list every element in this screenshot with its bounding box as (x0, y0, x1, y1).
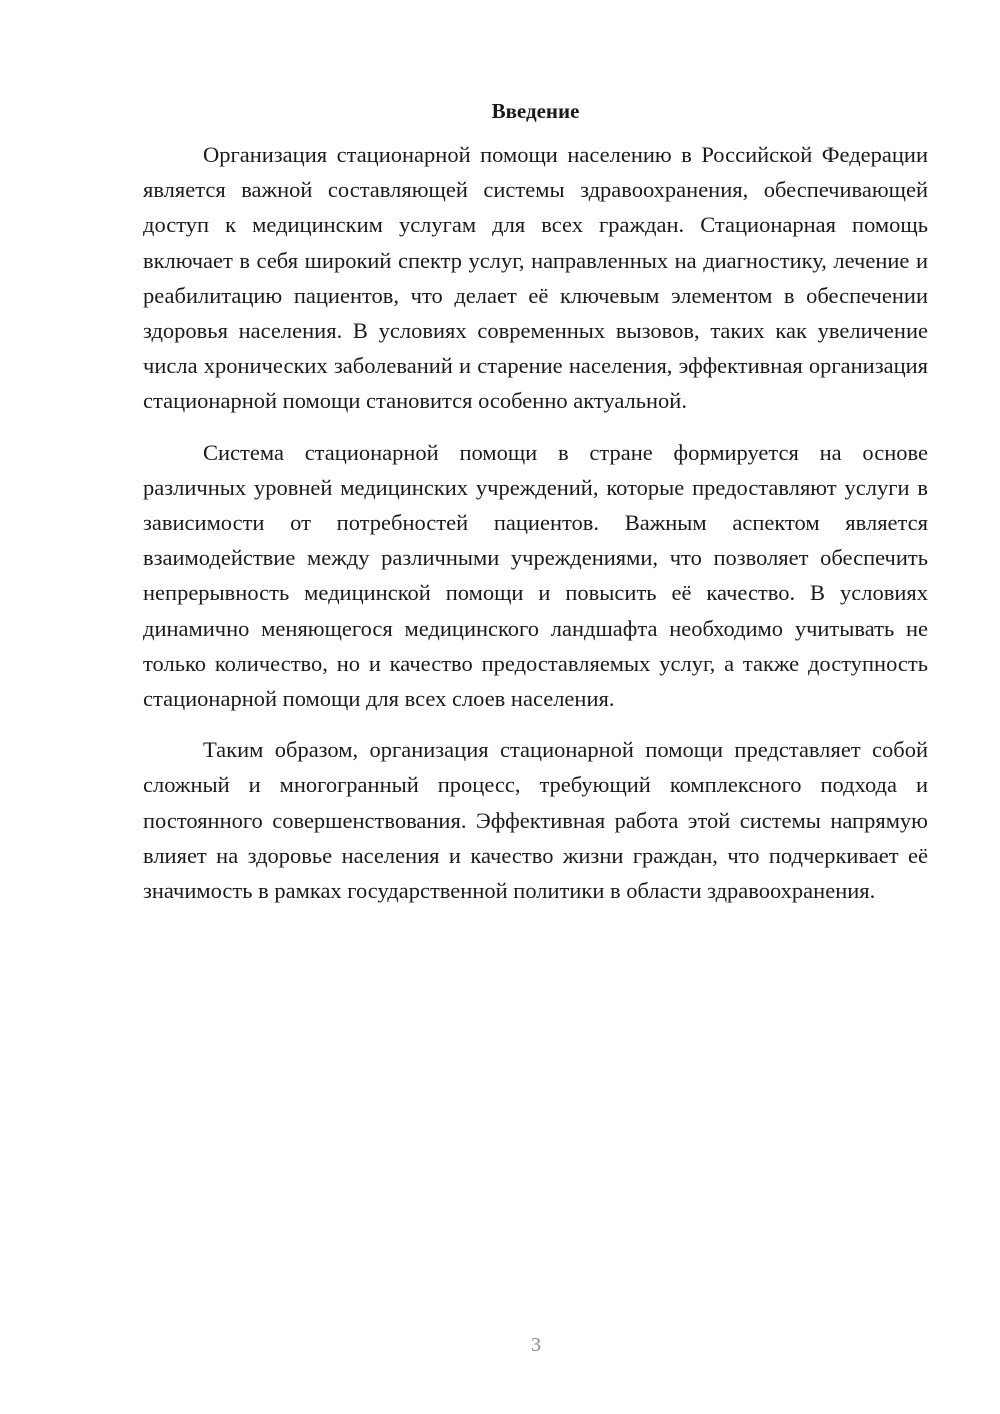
document-page (143, 96, 928, 924)
paragraph-2: Система стационарной помощи в стране формируется на основе различных уровней медицинских учреждений, которые предоставляют услуги в зависимости от потребностей пациентов. Важным аспектом является взаимодействие между различными учреждениями, что позволяет обеспечить непрерывность медицинской помощи и повысить её качество. В условиях динамично меняющегося медицинского ландшафта необходимо учитывать не только количество, но и качество предоставляемых услуг, а также доступность стационарной помощи для всех слоев населения. (143, 439, 928, 712)
section-title: Введение (491, 99, 580, 123)
paragraph-3: Таким образом, организация стационарной помощи представляет собой сложный и многогранный процесс, требующий комплексного подхода и постоянного совершенствования. Эффективная работа этой системы напрямую влияет на здоровье населения и качество жизни граждан, что подчеркивает её значимость в рамках государственной политики в области здравоохранения. (143, 737, 928, 904)
paragraph-1: Организация стационарной помощи населению в Российской Федерации является важной составляющей системы здравоохранения, обеспечивающей доступ к медицинским услугам для всех граждан. Стационарная помощь включает в себя широкий спектр услуг, направленных на диагностику, лечение и реабилитацию пациентов, что делает её ключевым элементом в обеспечении здоровья населения. В условиях современных вызовов, таких как увеличение числа хронических заболеваний и старение населения, эффективная организация стационарной помощи становится особенно актуальной. (143, 142, 928, 414)
page-number: 3 (531, 1334, 541, 1356)
